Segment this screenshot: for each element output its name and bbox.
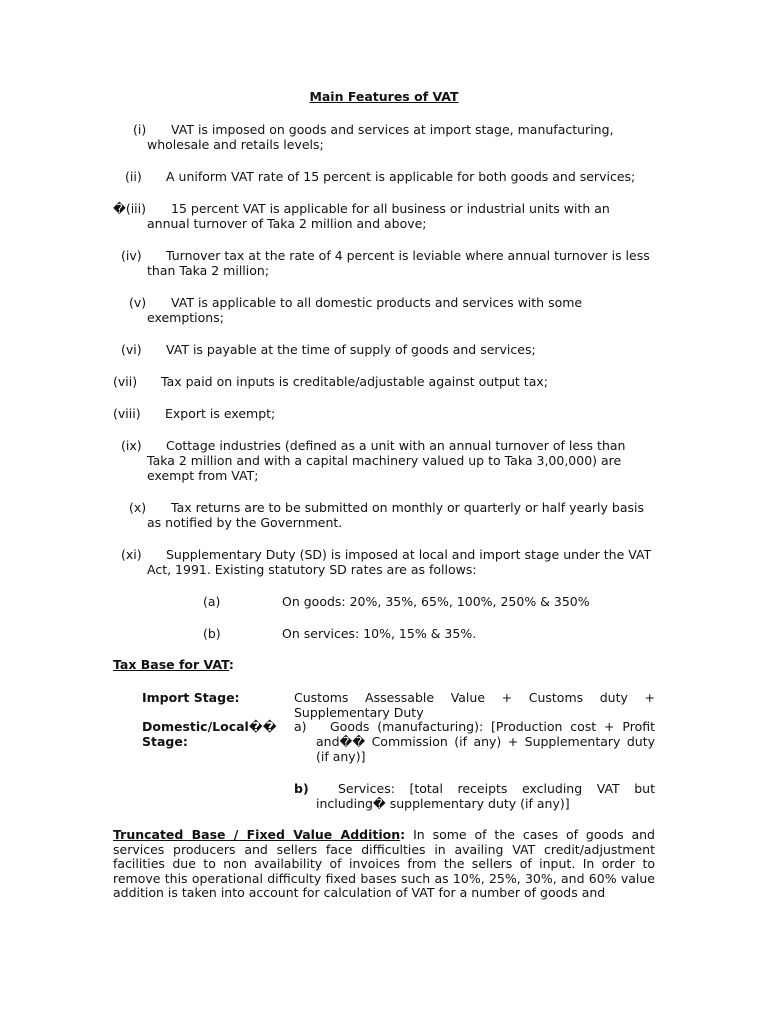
- goods-line1: Goods (manufacturing): [Production cost + Profit: [330, 719, 655, 734]
- feature-text-line1: VAT is imposed on goods and services at import stage, manufacturing,: [171, 122, 614, 137]
- feature-text-line2: Act, 1991. Existing statutory SD rates are as follows:: [147, 562, 477, 577]
- feature-text-line1: A uniform VAT rate of 15 percent is applicable for both goods and services;: [166, 169, 636, 184]
- feature-text-line1: Turnover tax at the rate of 4 percent is leviable where annual turnover is less: [166, 248, 650, 263]
- feature-number: (i): [133, 122, 147, 137]
- sd-rate-text: On goods: 20%, 35%, 65%, 100%, 250% & 350%: [282, 594, 590, 609]
- feature-text-line1: Cottage industries (defined as a unit with an annual turnover of less than: [166, 438, 626, 453]
- page-title: Main Features of VAT: [309, 89, 459, 104]
- feature-number: (ix): [121, 438, 142, 453]
- feature-text-line1: VAT is applicable to all domestic products and services with some: [171, 295, 583, 310]
- feature-number: (v): [129, 295, 147, 310]
- feature-text-line2: than Taka 2 million;: [147, 263, 270, 278]
- feature-number: �(iii): [113, 201, 146, 216]
- feature-text-line1: Tax paid on inputs is creditable/adjustable against output tax;: [161, 374, 548, 389]
- sd-rate-text: On services: 10%, 15% & 35%.: [282, 626, 477, 641]
- feature-number: (vii): [113, 374, 138, 389]
- feature-text-line2: annual turnover of Taka 2 million and above;: [147, 216, 427, 231]
- goods-line3: (if any)]: [316, 749, 366, 764]
- truncated-base-heading: Truncated Base / Fixed Value Addition: [113, 827, 401, 842]
- feature-text-line3: exempt from VAT;: [147, 468, 259, 483]
- feature-text-line1: VAT is payable at the time of supply of goods and services;: [166, 342, 536, 357]
- tax-base-heading-colon: :: [228, 657, 234, 672]
- feature-text-line1: Export is exempt;: [165, 406, 276, 421]
- import-stage-label: Import Stage:: [142, 690, 240, 705]
- sd-rate-label: (a): [203, 594, 221, 609]
- feature-text-line1: Supplementary Duty (SD) is imposed at local and import stage under the VAT: [166, 547, 652, 562]
- feature-number: (x): [129, 500, 147, 515]
- services-line2: including� supplementary duty (if any)]: [316, 796, 570, 811]
- feature-text-line1: Tax returns are to be submitted on monthly or quarterly or half yearly basis: [171, 500, 644, 515]
- services-marker: b): [294, 781, 309, 796]
- feature-number: (ii): [125, 169, 142, 184]
- sd-rate-label: (b): [203, 626, 221, 641]
- import-stage-line2: Supplementary Duty: [294, 705, 424, 720]
- feature-text-line2: as notified by the Government.: [147, 515, 343, 530]
- truncated-base-body: In some of the cases of goods and services producers and sellers face difficulties in availing VAT credit/adjustment facilities due to non availability of invoices from the sellers of input. In order to remove this operational difficulty fixed bases such as 10%, 25%, 30%, and 60% value addition is taken into account for calculation of VAT for a number of goods and: [113, 827, 655, 901]
- feature-number: (iv): [121, 248, 142, 263]
- feature-number: (viii): [113, 406, 141, 421]
- feature-text-line2: wholesale and retails levels;: [147, 137, 324, 152]
- domestic-stage-label-2: Stage:: [142, 734, 188, 749]
- services-line1: Services: [total receipts excluding VAT but: [338, 781, 655, 796]
- goods-line2: and�� Commission (if any) + Supplementary duty: [316, 734, 655, 749]
- goods-marker: a): [294, 719, 307, 734]
- feature-number: (vi): [121, 342, 142, 357]
- feature-text-line2: Taka 2 million and with a capital machinery valued up to Taka 3,00,000) are: [147, 453, 622, 468]
- feature-number: (xi): [121, 547, 142, 562]
- tax-base-heading-text: Tax Base for VAT: [113, 657, 229, 672]
- feature-text-line1: 15 percent VAT is applicable for all business or industrial units with an: [171, 201, 610, 216]
- domestic-stage-label: Domestic/Local��: [142, 719, 277, 734]
- import-stage-line1: Customs Assessable Value + Customs duty +: [294, 690, 655, 705]
- truncated-base-colon: :: [400, 827, 406, 842]
- truncated-base-paragraph: [113, 828, 655, 901]
- tax-base-heading: [113, 657, 234, 672]
- feature-text-line2: exemptions;: [147, 310, 224, 325]
